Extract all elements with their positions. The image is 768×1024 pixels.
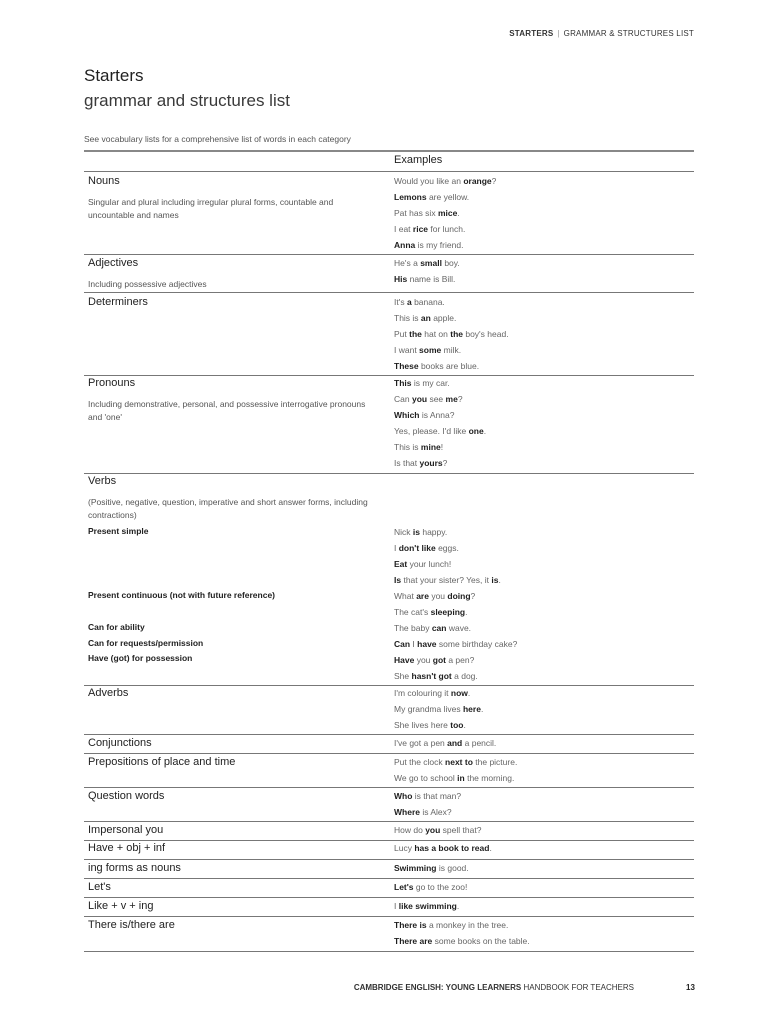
running-head-section: STARTERS	[509, 29, 554, 38]
example-sentence: This is my car.	[394, 378, 450, 388]
example-sentence: The cat's sleeping.	[394, 607, 468, 617]
page-subtitle: grammar and structures list	[84, 91, 290, 110]
example-sentence: My grandma lives here.	[394, 704, 484, 714]
running-head-subject: GRAMMAR & STRUCTURES LIST	[563, 29, 694, 38]
example-sentence: Who is that man?	[394, 791, 462, 801]
category-verbs: Verbs	[88, 475, 117, 487]
row-divider	[84, 821, 694, 822]
subcategory-label: Can for requests/permission	[88, 638, 204, 648]
example-sentence: Put the hat on the boy's head.	[394, 329, 509, 339]
example-sentence: This is an apple.	[394, 313, 457, 323]
example-sentence: I'm colouring it now.	[394, 688, 471, 698]
footer-publication: CAMBRIDGE ENGLISH: YOUNG LEARNERS	[353, 983, 522, 992]
example-sentence: It's a banana.	[394, 297, 445, 307]
example-sentence: Eat your lunch!	[394, 559, 452, 569]
example-sentence: Have you got a pen?	[394, 655, 475, 665]
row-divider	[84, 951, 694, 952]
example-sentence: He's a small boy.	[394, 258, 460, 268]
page-title: Starters	[84, 66, 144, 85]
example-sentence: We go to school in the morning.	[394, 773, 515, 783]
example-sentence: Lucy has a book to read.	[394, 843, 492, 853]
example-sentence: I like swimming.	[394, 901, 460, 911]
row-divider	[84, 734, 694, 735]
category-like-v-ing: Like + v + ing	[88, 900, 154, 912]
running-head	[509, 29, 694, 38]
header-rule	[84, 171, 694, 172]
example-sentence: The baby can wave.	[394, 623, 472, 633]
row-divider	[84, 787, 694, 788]
example-sentence: I don't like eggs.	[394, 543, 459, 553]
example-sentence: Which is Anna?	[394, 410, 455, 420]
running-head-separator: |	[557, 29, 560, 38]
example-sentence: Where is Alex?	[394, 807, 452, 817]
row-divider	[84, 254, 694, 255]
example-sentence: Is that yours?	[394, 458, 448, 468]
category-there-is: There is/there are	[88, 919, 175, 931]
example-sentence: There are some books on the table.	[394, 936, 530, 946]
row-divider	[84, 753, 694, 754]
footer-handbook: HANDBOOK FOR TEACHERS	[521, 983, 634, 992]
example-sentence: I've got a pen and a pencil.	[394, 738, 497, 748]
category-impersonal-you: Impersonal you	[88, 824, 164, 836]
example-sentence: Pat has six mice.	[394, 208, 460, 218]
category-have-obj-inf: Have + obj + inf	[88, 842, 166, 854]
row-divider	[84, 292, 694, 293]
row-divider	[84, 473, 694, 474]
category-lets: Let's	[88, 881, 111, 893]
page-number: 13	[686, 983, 695, 992]
example-sentence: Can I have some birthday cake?	[394, 639, 518, 649]
example-sentence: Yes, please. I'd like one.	[394, 426, 487, 436]
subcategory-label: Can for ability	[88, 622, 145, 632]
example-sentence: Swimming is good.	[394, 863, 469, 873]
category-pronouns: Pronouns	[88, 377, 136, 389]
category-description: Including demonstrative, personal, and possessive interrogative pronouns and 'one'	[88, 399, 366, 422]
row-divider	[84, 685, 694, 686]
example-sentence: She lives here too.	[394, 720, 466, 730]
category-adjectives: Adjectives	[88, 257, 139, 269]
row-divider	[84, 859, 694, 860]
category-description: Including possessive adjectives	[88, 279, 207, 289]
category-prepositions: Prepositions of place and time	[88, 756, 236, 768]
example-sentence: This is mine!	[394, 442, 444, 452]
example-sentence: Put the clock next to the picture.	[394, 757, 518, 767]
footer	[354, 983, 634, 992]
example-sentence: What are you doing?	[394, 591, 476, 601]
subcategory-label: Present continuous (not with future reference)	[88, 590, 276, 600]
example-sentence: These books are blue.	[394, 361, 480, 371]
example-sentence: There is a monkey in the tree.	[394, 920, 509, 930]
example-sentence: Nick is happy.	[394, 527, 448, 537]
row-divider	[84, 897, 694, 898]
row-divider	[84, 916, 694, 917]
category-description: Singular and plural including irregular plural forms, countable and uncountable and names	[88, 197, 334, 220]
category-description: (Positive, negative, question, imperative and short answer forms, including contractions)	[88, 497, 368, 520]
example-sentence: Lemons are yellow.	[394, 192, 470, 202]
example-sentence: Anna is my friend.	[394, 240, 464, 250]
subcategory-label: Present simple	[88, 526, 149, 536]
example-sentence: Is that your sister? Yes, it is.	[394, 575, 501, 585]
example-sentence: She hasn't got a dog.	[394, 671, 478, 681]
example-sentence: His name is Bill.	[394, 274, 456, 284]
category-adverbs: Adverbs	[88, 687, 129, 699]
row-divider	[84, 840, 694, 841]
row-divider	[84, 375, 694, 376]
subcategory-label: Have (got) for possession	[88, 653, 193, 663]
example-sentence: Would you like an orange?	[394, 176, 497, 186]
category-ing-forms: ing forms as nouns	[88, 862, 181, 874]
example-sentence: Can you see me?	[394, 394, 463, 404]
example-sentence: I want some milk.	[394, 345, 462, 355]
examples-column-header: Examples	[394, 154, 443, 166]
example-sentence: Let's go to the zoo!	[394, 882, 468, 892]
row-divider	[84, 878, 694, 879]
category-question-words: Question words	[88, 790, 165, 802]
table-top-rule	[84, 150, 694, 152]
example-sentence: How do you spell that?	[394, 825, 482, 835]
category-conjunctions: Conjunctions	[88, 737, 152, 749]
category-nouns: Nouns	[88, 175, 120, 187]
example-sentence: I eat rice for lunch.	[394, 224, 466, 234]
vocabulary-note: See vocabulary lists for a comprehensive list of words in each category	[84, 134, 351, 144]
category-determiners: Determiners	[88, 296, 148, 308]
